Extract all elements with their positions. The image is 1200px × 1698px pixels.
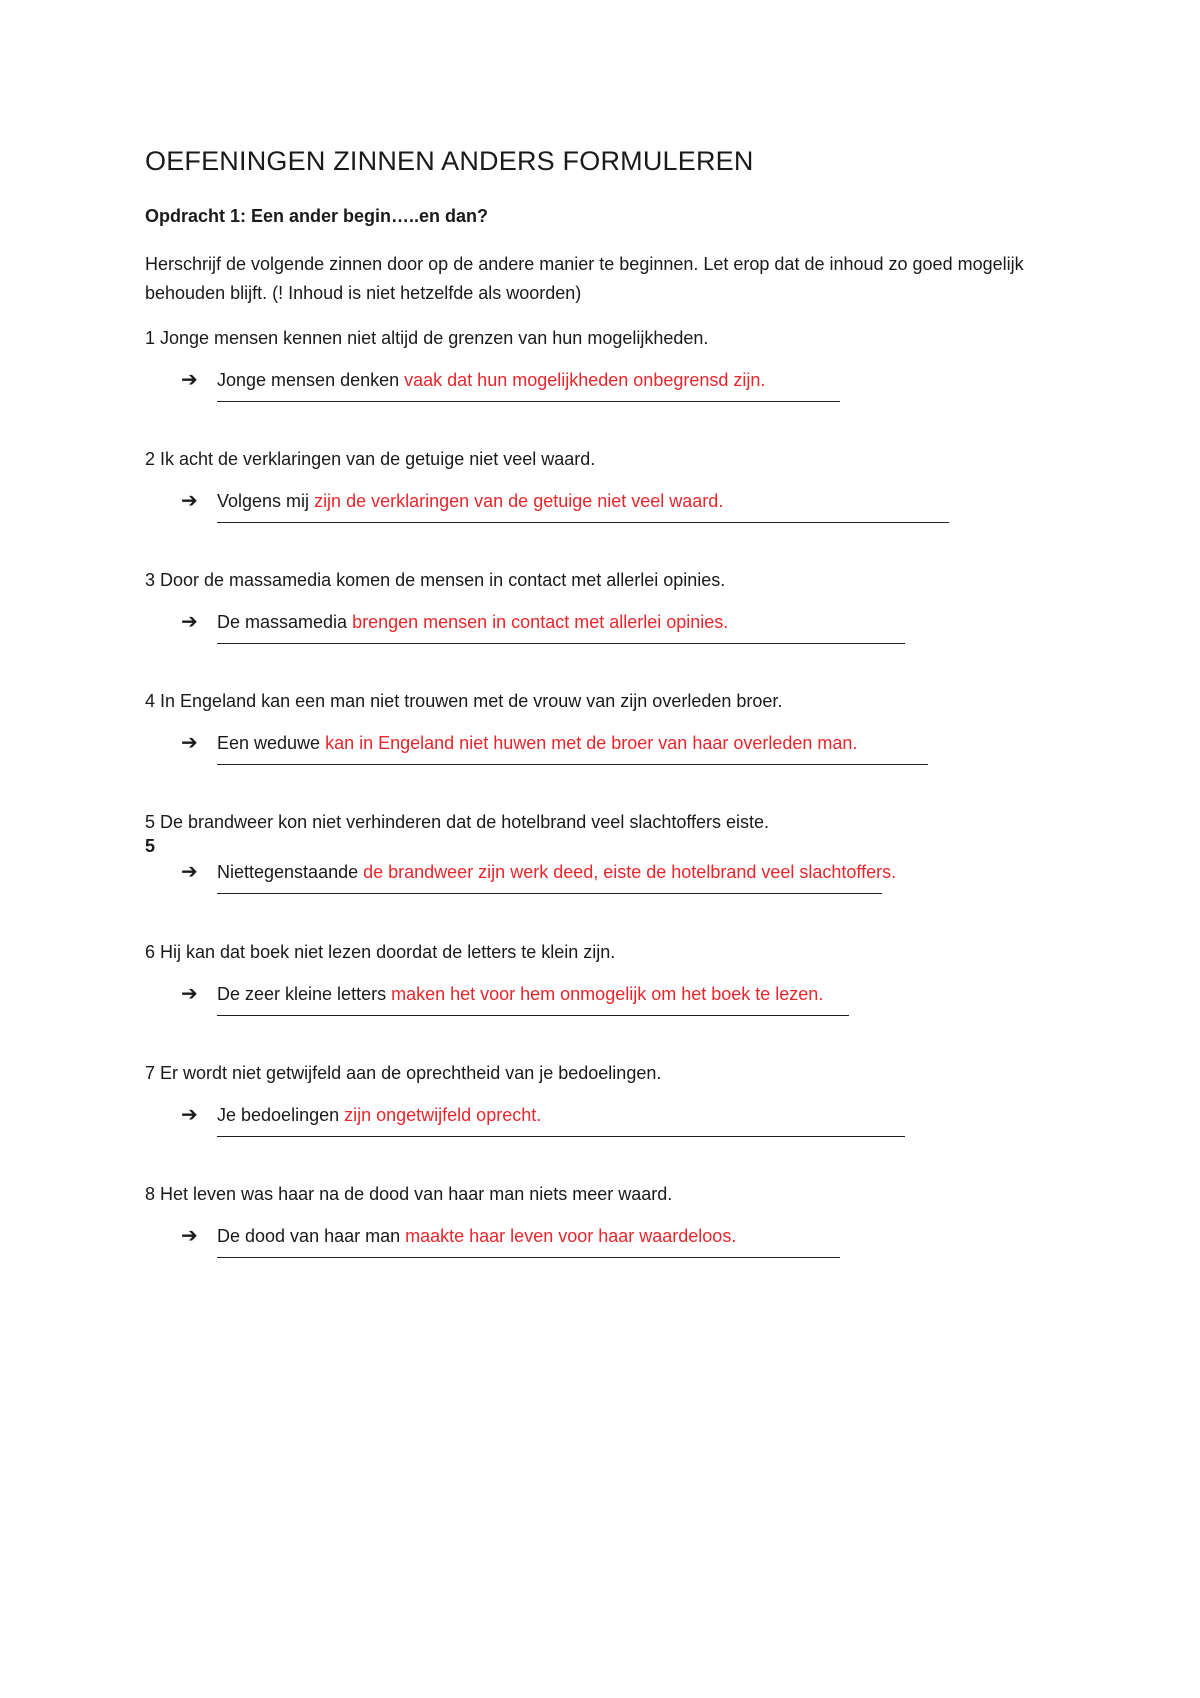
answer-line — [217, 893, 882, 894]
assignment-heading: Opdracht 1: Een ander begin…..en dan? — [145, 206, 489, 226]
answer-line — [217, 1015, 849, 1016]
exercise-5 — [145, 810, 1075, 894]
answer-line — [217, 1136, 905, 1137]
answer-start: De massamedia — [217, 612, 353, 632]
exercise-question: 8 Het leven was haar na de dood van haar man niets meer waard. — [145, 1184, 673, 1204]
answer-start: De dood van haar man — [217, 1226, 406, 1246]
answer-completion: maakte haar leven voor haar waardeloos. — [405, 1226, 737, 1246]
answer-completion: de brandweer zijn werk deed, eiste de hotelbrand veel slachtoffers. — [363, 862, 897, 882]
exercise-question: 1 Jonge mensen kennen niet altijd de grenzen van hun mogelijkheden. — [145, 328, 709, 348]
answer-completion: zijn ongetwijfeld oprecht. — [344, 1105, 542, 1125]
exercise-3 — [145, 568, 1075, 644]
exercise-answer — [181, 860, 1075, 884]
answer-start: De zeer kleine letters — [217, 984, 392, 1004]
exercise-answer — [181, 982, 1075, 1006]
answer-line — [217, 522, 949, 523]
exercise-question: 2 Ik acht de verklaringen van de getuige niet veel waard. — [145, 449, 596, 469]
exercise-8 — [145, 1182, 1075, 1258]
page-title: OEFENINGEN ZINNEN ANDERS FORMULEREN — [145, 146, 754, 176]
answer-line — [217, 401, 840, 402]
exercise-answer — [181, 1224, 1075, 1248]
arrow-right-icon: ➔ — [181, 490, 198, 512]
arrow-right-icon: ➔ — [181, 611, 198, 633]
arrow-right-icon: ➔ — [181, 983, 198, 1005]
exercise-answer — [181, 731, 1075, 755]
exercise-question: 5 De brandweer kon niet verhinderen dat de hotelbrand veel slachtoffers eiste. — [145, 812, 770, 832]
answer-start: Jonge mensen denken — [217, 370, 405, 390]
answer-completion: brengen mensen in contact met allerlei opinies. — [352, 612, 729, 632]
answer-line — [217, 643, 905, 644]
exercise-answer — [181, 489, 1075, 513]
answer-start: Volgens mij — [217, 491, 315, 511]
answer-start: Een weduwe — [217, 733, 326, 753]
answer-start: Niettegenstaande — [217, 862, 364, 882]
exercise-question: 4 In Engeland kan een man niet trouwen met de vrouw van zijn overleden broer. — [145, 691, 783, 711]
answer-completion: vaak dat hun mogelijkheden onbegrensd zijn. — [404, 370, 766, 390]
exercise-4 — [145, 689, 1075, 765]
exercise-question: 7 Er wordt niet getwijfeld aan de oprechtheid van je bedoelingen. — [145, 1063, 662, 1083]
instructions-paragraph: Herschrijf de volgende zinnen door op de andere manier te beginnen. Let erop dat de inhoud zo goed mogelijk behouden blijft. (! Inhoud is niet hetzelfde als woorden) — [145, 254, 1024, 303]
arrow-right-icon: ➔ — [181, 1225, 198, 1247]
exercise-7 — [145, 1061, 1075, 1137]
arrow-right-icon: ➔ — [181, 369, 198, 391]
exercise-1 — [145, 326, 1075, 402]
answer-start: Je bedoelingen — [217, 1105, 345, 1125]
exercise-answer — [181, 368, 1075, 392]
answer-line — [217, 1257, 840, 1258]
exercise-question: 3 Door de massamedia komen de mensen in contact met allerlei opinies. — [145, 570, 726, 590]
exercise-question: 6 Hij kan dat boek niet lezen doordat de letters te klein zijn. — [145, 942, 616, 962]
answer-completion: maken het voor hem onmogelijk om het boek te lezen. — [391, 984, 824, 1004]
arrow-right-icon: ➔ — [181, 1104, 198, 1126]
exercise-6 — [145, 940, 1075, 1016]
arrow-right-icon: ➔ — [181, 732, 198, 754]
exercise-answer — [181, 610, 1075, 634]
answer-line — [217, 764, 928, 765]
arrow-right-icon: ➔ — [181, 861, 198, 883]
answer-completion: zijn de verklaringen van de getuige niet veel waard. — [314, 491, 724, 511]
stray-number: 5 — [145, 836, 156, 856]
exercise-answer — [181, 1103, 1075, 1127]
answer-completion: kan in Engeland niet huwen met de broer van haar overleden man. — [325, 733, 858, 753]
exercise-2 — [145, 447, 1075, 523]
